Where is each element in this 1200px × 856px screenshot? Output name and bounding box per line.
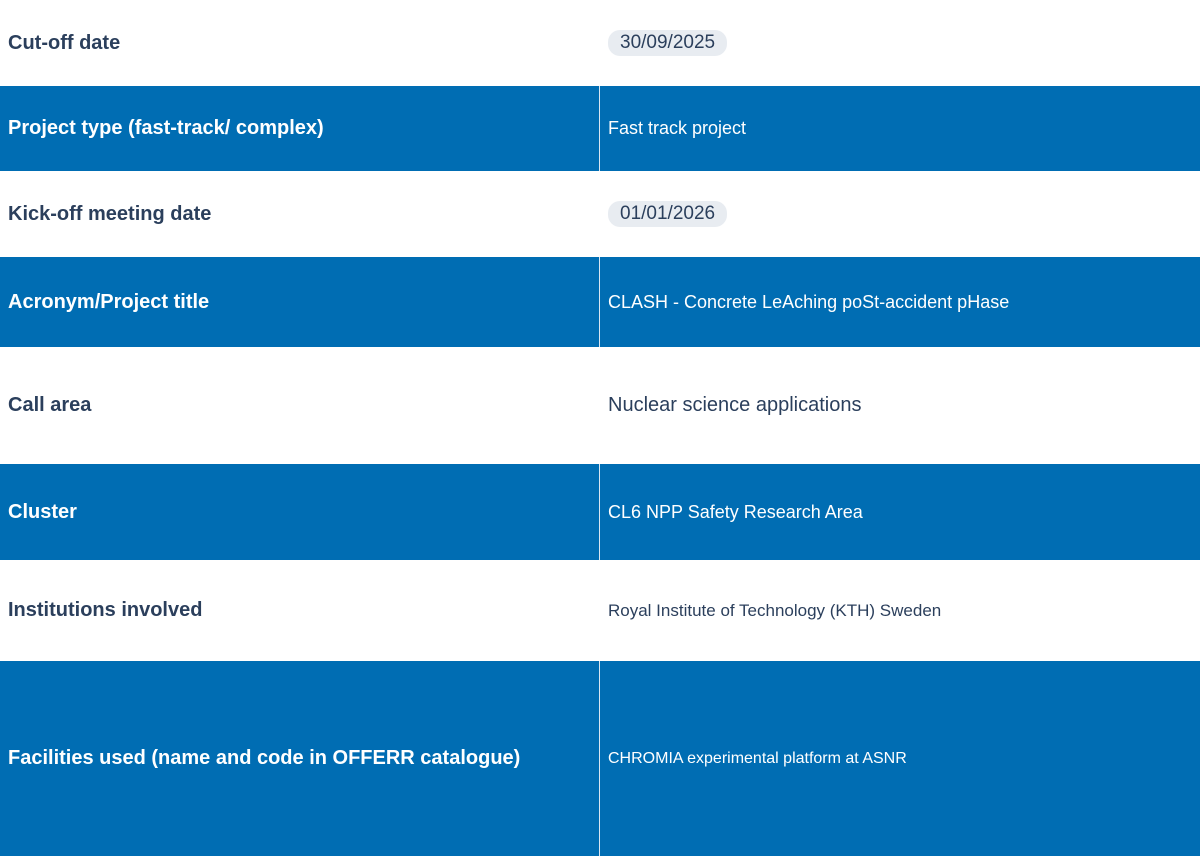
project-title-label: Acronym/Project title <box>0 257 600 347</box>
call-area-label: Call area <box>8 394 92 416</box>
project-title-value: CLASH - Concrete LeAching poSt-accident pHase <box>608 291 1010 312</box>
project-type-value: Fast track project <box>608 118 747 138</box>
call-area-value: Nuclear science applications <box>608 394 862 416</box>
kick-off-date-value-cell <box>600 171 1200 257</box>
institutions-label: Institutions involved <box>8 599 203 621</box>
kick-off-date-value: 01/01/2026 <box>608 201 727 227</box>
facilities-label: Facilities used (name and code in OFFERR catalogue) <box>0 661 600 856</box>
row-kick-off-date <box>0 171 1200 257</box>
facilities-value: CHROMIA experimental platform at ASNR <box>608 749 907 767</box>
cut-off-date-label: Cut-off date <box>8 31 121 54</box>
row-call-area <box>0 347 1200 464</box>
cluster-value: CL6 NPP Safety Research Area <box>608 501 863 522</box>
row-project-type <box>0 86 1200 171</box>
row-facilities <box>0 661 1200 856</box>
cluster-label: Cluster <box>0 464 600 560</box>
project-type-label: Project type (fast-track/ complex) <box>0 86 600 171</box>
cut-off-date-value: 30/09/2025 <box>608 30 727 56</box>
row-cluster <box>0 464 1200 560</box>
institutions-value: Royal Institute of Technology (KTH) Sweden <box>608 600 942 620</box>
cut-off-date-value-cell <box>600 0 1200 86</box>
row-project-title <box>0 257 1200 347</box>
row-cut-off-date <box>0 0 1200 86</box>
row-institutions <box>0 560 1200 661</box>
kick-off-date-label: Kick-off meeting date <box>8 202 212 225</box>
